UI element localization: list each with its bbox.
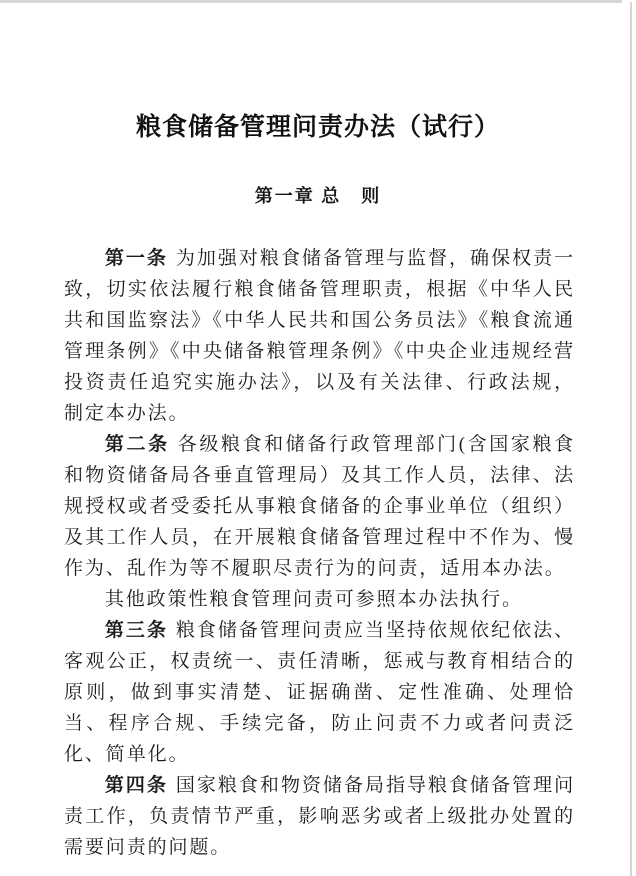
paragraph-article-3 [64,615,575,770]
chapter-heading: 第一章 总 则 [254,186,382,206]
article-1-text: 为加强对粮食储备管理与监督，确保权责一致，切实依法履行粮食储备管理职责，根据《中华人民共和国监察法》《中华人民共和国公务员法》《粮食流通管理条例》《中央储备粮管理条例》《中央企业违规经营投资责任追究实施办法》，以及有关法律、行政法规，制定本办法。 [64,248,576,424]
article-3-text: 粮食储备管理问责应当坚持依规依纪依法、客观公正，权责统一、责任清晰，惩戒与教育相结合的原则，做到事实清楚、证据确凿、定性准确、处理恰当、程序合规、手续完备，防止问责不力或者问责泛化、简单化。 [64,620,576,765]
page-edge-right [630,2,632,876]
article-4-number: 第四条 [104,775,168,796]
document-body [0,243,636,863]
document-title: 粮食储备管理问责办法（试行） [135,114,500,141]
article-4-text: 国家粮食和物资储备局指导粮食储备管理问责工作，负责情节严重，影响恶劣或者上级批办处置的需要问责的问题。 [64,775,576,858]
paragraph-article-2-supplement [64,584,575,615]
paragraph-article-2 [64,429,575,584]
paragraph-article-1 [64,243,575,429]
page-edge-top [0,0,622,3]
article-1-number: 第一条 [104,248,168,269]
article-2-number: 第二条 [104,434,170,455]
article-2-supplement-text: 其他政策性粮食管理问责可参照本办法执行。 [104,589,523,610]
article-3-number: 第三条 [104,620,168,641]
article-2-text: 各级粮食和储备行政管理部门(含国家粮食和物资储备局各垂直管理局）及其工作人员，法律、法规授权或者受委托从事粮食储备的企事业单位（组织）及其工作人员，在开展粮食储备管理过程中不作为、慢作为、乱作为等不履职尽责行为的问责，适用本办法。 [64,434,576,579]
paragraph-article-4 [64,770,575,863]
